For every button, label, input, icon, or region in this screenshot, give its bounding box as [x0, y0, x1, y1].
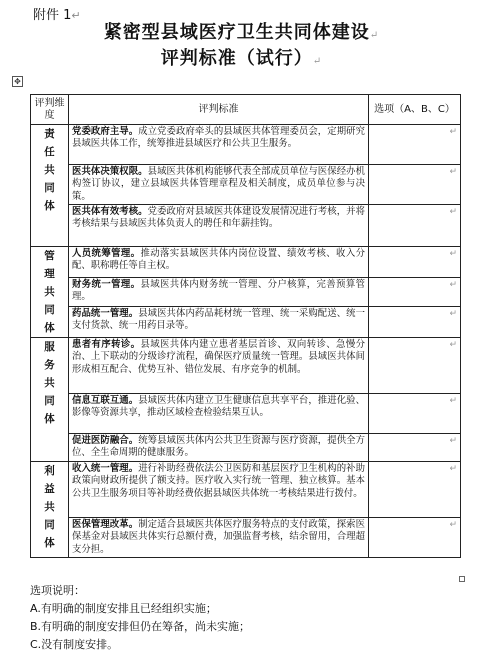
- header-dimension: 评判维度: [31, 95, 69, 125]
- criteria-text: 县域医共体内建立患者基层首诊、双向转诊、急慢分治、上下联动的分级诊疗流程，确保医疗质量统一管理。县域医共体间形成相互配合、优势互补、错位发展、有序竞争的机制。: [72, 339, 365, 375]
- table-row: [31, 205, 461, 247]
- table-row: [31, 394, 461, 434]
- criteria-lead: 促进医防融合。: [72, 435, 139, 446]
- table-row: [31, 306, 461, 337]
- criteria-text: 制定适合县域医共体医疗服务特点的支付政策，探索医保基金对县域医共体实行总额付费，加强监督考核，结余留用，合理超支分担。: [72, 519, 365, 555]
- cell-end-mark: ↵: [449, 280, 457, 291]
- criteria-text: 县域医共体机构能够代表全部成员单位与医保经办机构签订协议，建立县域医共体管理章程及相关制度，成员单位参与决策。: [72, 166, 365, 202]
- criteria-text: 推动落实县域医共体内岗位设置、绩效考核、收入分配、职称聘任等自主权。: [72, 248, 365, 272]
- paragraph-mark: ↵: [312, 56, 323, 67]
- cell-end-mark: ↵: [449, 520, 457, 530]
- paragraph-mark: ↵: [369, 30, 380, 41]
- cell-end-mark: ↵: [449, 436, 457, 446]
- dimension-cell: 管理共同体: [31, 247, 69, 338]
- table-row: [31, 278, 461, 307]
- criteria-table: [30, 94, 461, 558]
- option-cell[interactable]: [369, 462, 461, 518]
- table-row: [31, 434, 461, 462]
- dimension-cell: 服务共同体: [31, 338, 69, 462]
- option-cell[interactable]: [369, 278, 461, 307]
- criteria-cell[interactable]: [69, 125, 369, 165]
- cell-end-mark: ↵: [449, 308, 457, 319]
- criteria-text: 进行补助经费依法公卫医防和基层医疗卫生机构的补助政策向财政所提供了额支持。医疗收入实行统一管理、独立核算。基本公共卫生服务项目等补助经费依据县域医共体统一考核结果进行拨付。: [72, 463, 365, 499]
- table-resize-handle-icon[interactable]: [459, 576, 465, 582]
- criteria-lead: 财务统一管理。: [72, 279, 141, 291]
- criteria-lead: 党委政府主导。: [72, 126, 139, 137]
- notes-heading: 选项说明：: [30, 584, 85, 597]
- criteria-lead: 医共体有效考核。: [72, 206, 148, 217]
- cell-end-mark: ↵: [449, 127, 457, 137]
- cell-end-mark: ↵: [449, 396, 457, 406]
- option-cell[interactable]: [369, 434, 461, 462]
- cell-end-mark: ↵: [449, 340, 457, 350]
- cell-end-mark: ↵: [449, 464, 457, 474]
- option-cell[interactable]: [369, 205, 461, 247]
- criteria-lead: 信息互联互通。: [72, 395, 139, 406]
- criteria-cell[interactable]: [69, 462, 369, 518]
- criteria-cell[interactable]: [69, 278, 369, 307]
- criteria-cell[interactable]: [69, 205, 369, 247]
- criteria-text: 县域医共体内药品耗材统一管理、统一采购配送、统一支付货款、统一用药目录等。: [72, 307, 365, 332]
- criteria-lead: 收入统一管理。: [72, 463, 139, 474]
- criteria-cell[interactable]: [69, 338, 369, 394]
- criteria-text: 县域医共体内建立卫生健康信息共享平台，推进化验、影像等资源共享，推动区域检查检验结果互认。: [72, 395, 365, 419]
- criteria-cell[interactable]: [69, 394, 369, 434]
- table-row: [31, 247, 461, 278]
- cell-end-mark: ↵: [449, 207, 457, 217]
- document-subtitle: 评判标准（试行）↵: [160, 48, 323, 69]
- header-option: 选项（A、B、C）: [369, 95, 461, 125]
- dimension-cell: 责任共同体: [31, 125, 69, 247]
- dimension-cell: 利益共同体: [31, 462, 69, 558]
- criteria-text: 党委政府对县域医共体建设发展情况进行考核，并将考核结果与县域医共体负责人的聘任和年薪挂钩。: [72, 206, 365, 230]
- table-row: [31, 125, 461, 165]
- paragraph-mark: ↵: [71, 9, 81, 22]
- criteria-text: 成立党委政府牵头的县域医共体管理委员会，定期研究县域医共体工作，统筹推进县域医疗和公共卫生服务。: [72, 126, 365, 150]
- option-cell[interactable]: [369, 394, 461, 434]
- table-row: [31, 518, 461, 558]
- options-notes: [30, 582, 250, 654]
- option-cell[interactable]: [369, 247, 461, 278]
- table-row: [31, 165, 461, 205]
- criteria-cell[interactable]: [69, 247, 369, 278]
- note-item-a: A.有明确的制度安排且已经组织实施；: [30, 602, 217, 615]
- cell-end-mark: ↵: [449, 167, 457, 177]
- criteria-text: 县域医共体内财务统一管理、分户核算，完善预算管理。: [72, 279, 365, 303]
- criteria-lead: 患者有序转诊。: [72, 339, 141, 350]
- criteria-lead: 医保管理改革。: [72, 519, 139, 530]
- option-cell[interactable]: [369, 518, 461, 558]
- option-cell[interactable]: [369, 338, 461, 394]
- note-item-b: B.有明确的制度安排但仍在筹备，尚未实施；: [30, 620, 251, 633]
- criteria-lead: 人员统筹管理。: [72, 248, 141, 259]
- table-row: [31, 462, 461, 518]
- header-criteria: 评判标准: [69, 95, 369, 125]
- criteria-cell[interactable]: [69, 306, 369, 337]
- document-title: 紧密型县域医疗卫生共同体建设↵: [103, 22, 380, 43]
- option-cell[interactable]: [369, 165, 461, 205]
- criteria-text: 统筹县域医共体内公共卫生资源与医疗资源，提供全方位、全生命周期的健康服务。: [72, 435, 365, 459]
- option-cell[interactable]: [369, 306, 461, 337]
- criteria-cell[interactable]: [69, 165, 369, 205]
- note-item-c: C.没有制度安排。: [30, 638, 119, 651]
- table-row: [31, 338, 461, 394]
- cell-end-mark: ↵: [449, 249, 457, 259]
- criteria-lead: 药品统一管理。: [72, 307, 139, 319]
- table-move-handle-icon[interactable]: ✥: [12, 76, 23, 87]
- attachment-label: 附件 1↵: [33, 8, 81, 23]
- criteria-cell[interactable]: [69, 434, 369, 462]
- criteria-lead: 医共体决策权限。: [72, 166, 148, 177]
- criteria-cell[interactable]: [69, 518, 369, 558]
- option-cell[interactable]: [369, 125, 461, 165]
- table-header-row: [31, 95, 461, 125]
